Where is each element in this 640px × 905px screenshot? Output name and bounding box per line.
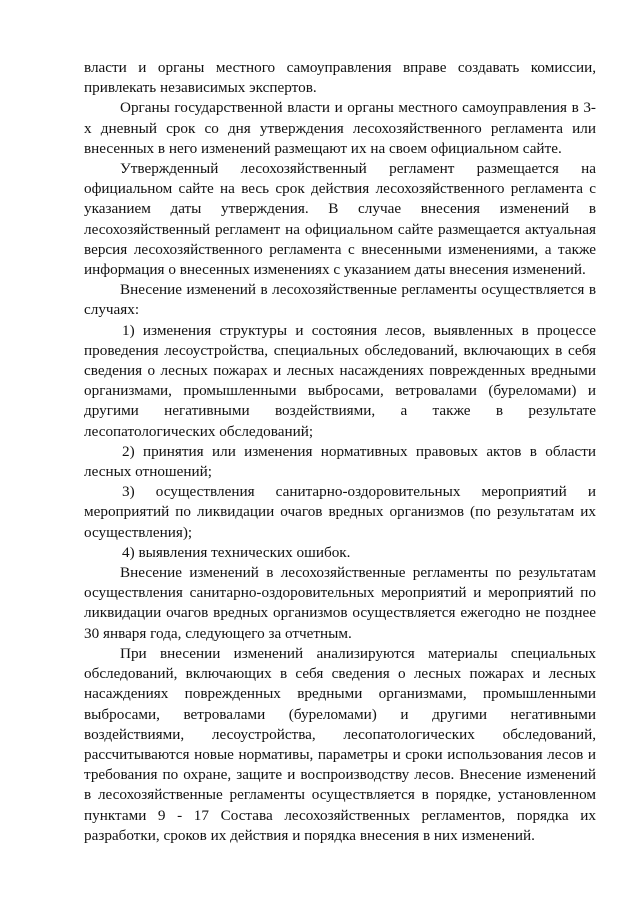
document-page — [84, 58, 596, 846]
list-item-4: 4) выявления технических ошибок. — [122, 543, 351, 561]
paragraph-amendment-cases: Внесение изменений в лесохозяйственные регламенты осуществляется в случаях: — [84, 281, 596, 319]
paragraph-annual-deadline: Внесение изменений в лесохозяйственные регламенты по результатам осуществления санитарно-оздоровительных мероприятий и мероприятий по ликвидации очагов вредных организмов осуществляется ежегодно не позднее 30 января года, следующего за отчетным. — [84, 564, 596, 642]
paragraph-analysis: При внесении изменений анализируются материалы специальных обследований, включающих в себя сведения о лесных пожарах и лесных насаждениях поврежденных вредными организмами, промышленными выбросами, ветровалами (буреломами) и другими негативными воздействиями, лесоустройства, лесопатологических обследований, рассчитываются новые нормативы, параметры и сроки использования лесов и требования по охране, защите и воспроизводству лесов. Внесение изменений в лесохозяйственные регламенты осуществляется в порядке, установленном пунктами 9 - 17 Состава лесохозяйственных регламентов, порядка их разработки, сроков их действия и порядка внесения в них изменений. — [84, 644, 596, 844]
list-item-2: 2) принятия или изменения нормативных правовых актов в области лесных отношений; — [84, 442, 596, 481]
paragraph-continuation: власти и органы местного самоуправления вправе создавать комиссии, привлекать независимых экспертов. — [84, 59, 596, 97]
paragraph-publication-deadline: Органы государственной власти и органы местного самоуправления в 3-х дневный срок со дня утверждения лесохозяйственного регламента или внесенных в него изменений размещают их на своем официальном сайте. — [84, 99, 596, 157]
list-item-3: 3) осуществления санитарно-оздоровительных мероприятий и мероприятий по ликвидации очагов вредных организмов (по результатам их осуществления); — [84, 483, 596, 541]
list-item-1: 1) изменения структуры и состояния лесов, выявленных в процессе проведения лесоустройства, специальных обследований, включающих в себя сведения о лесных пожарах и лесных насаждениях поврежденных вредными организмами, промышленными выбросами, ветровалами (буреломами) и другими негативными воздействиями, а также в результате лесопатологических обследований; — [84, 321, 596, 440]
paragraph-official-site: Утвержденный лесохозяйственный регламент размещается на официальном сайте на весь срок действия лесохозяйственного регламента с указанием даты утверждения. В случае внесения изменений в лесохозяйственный регламент на официальном сайте размещается актуальная версия лесохозяйственного регламента с внесенными изменениями, а также информация о внесенных изменениях с указанием даты внесения изменений. — [84, 160, 596, 279]
